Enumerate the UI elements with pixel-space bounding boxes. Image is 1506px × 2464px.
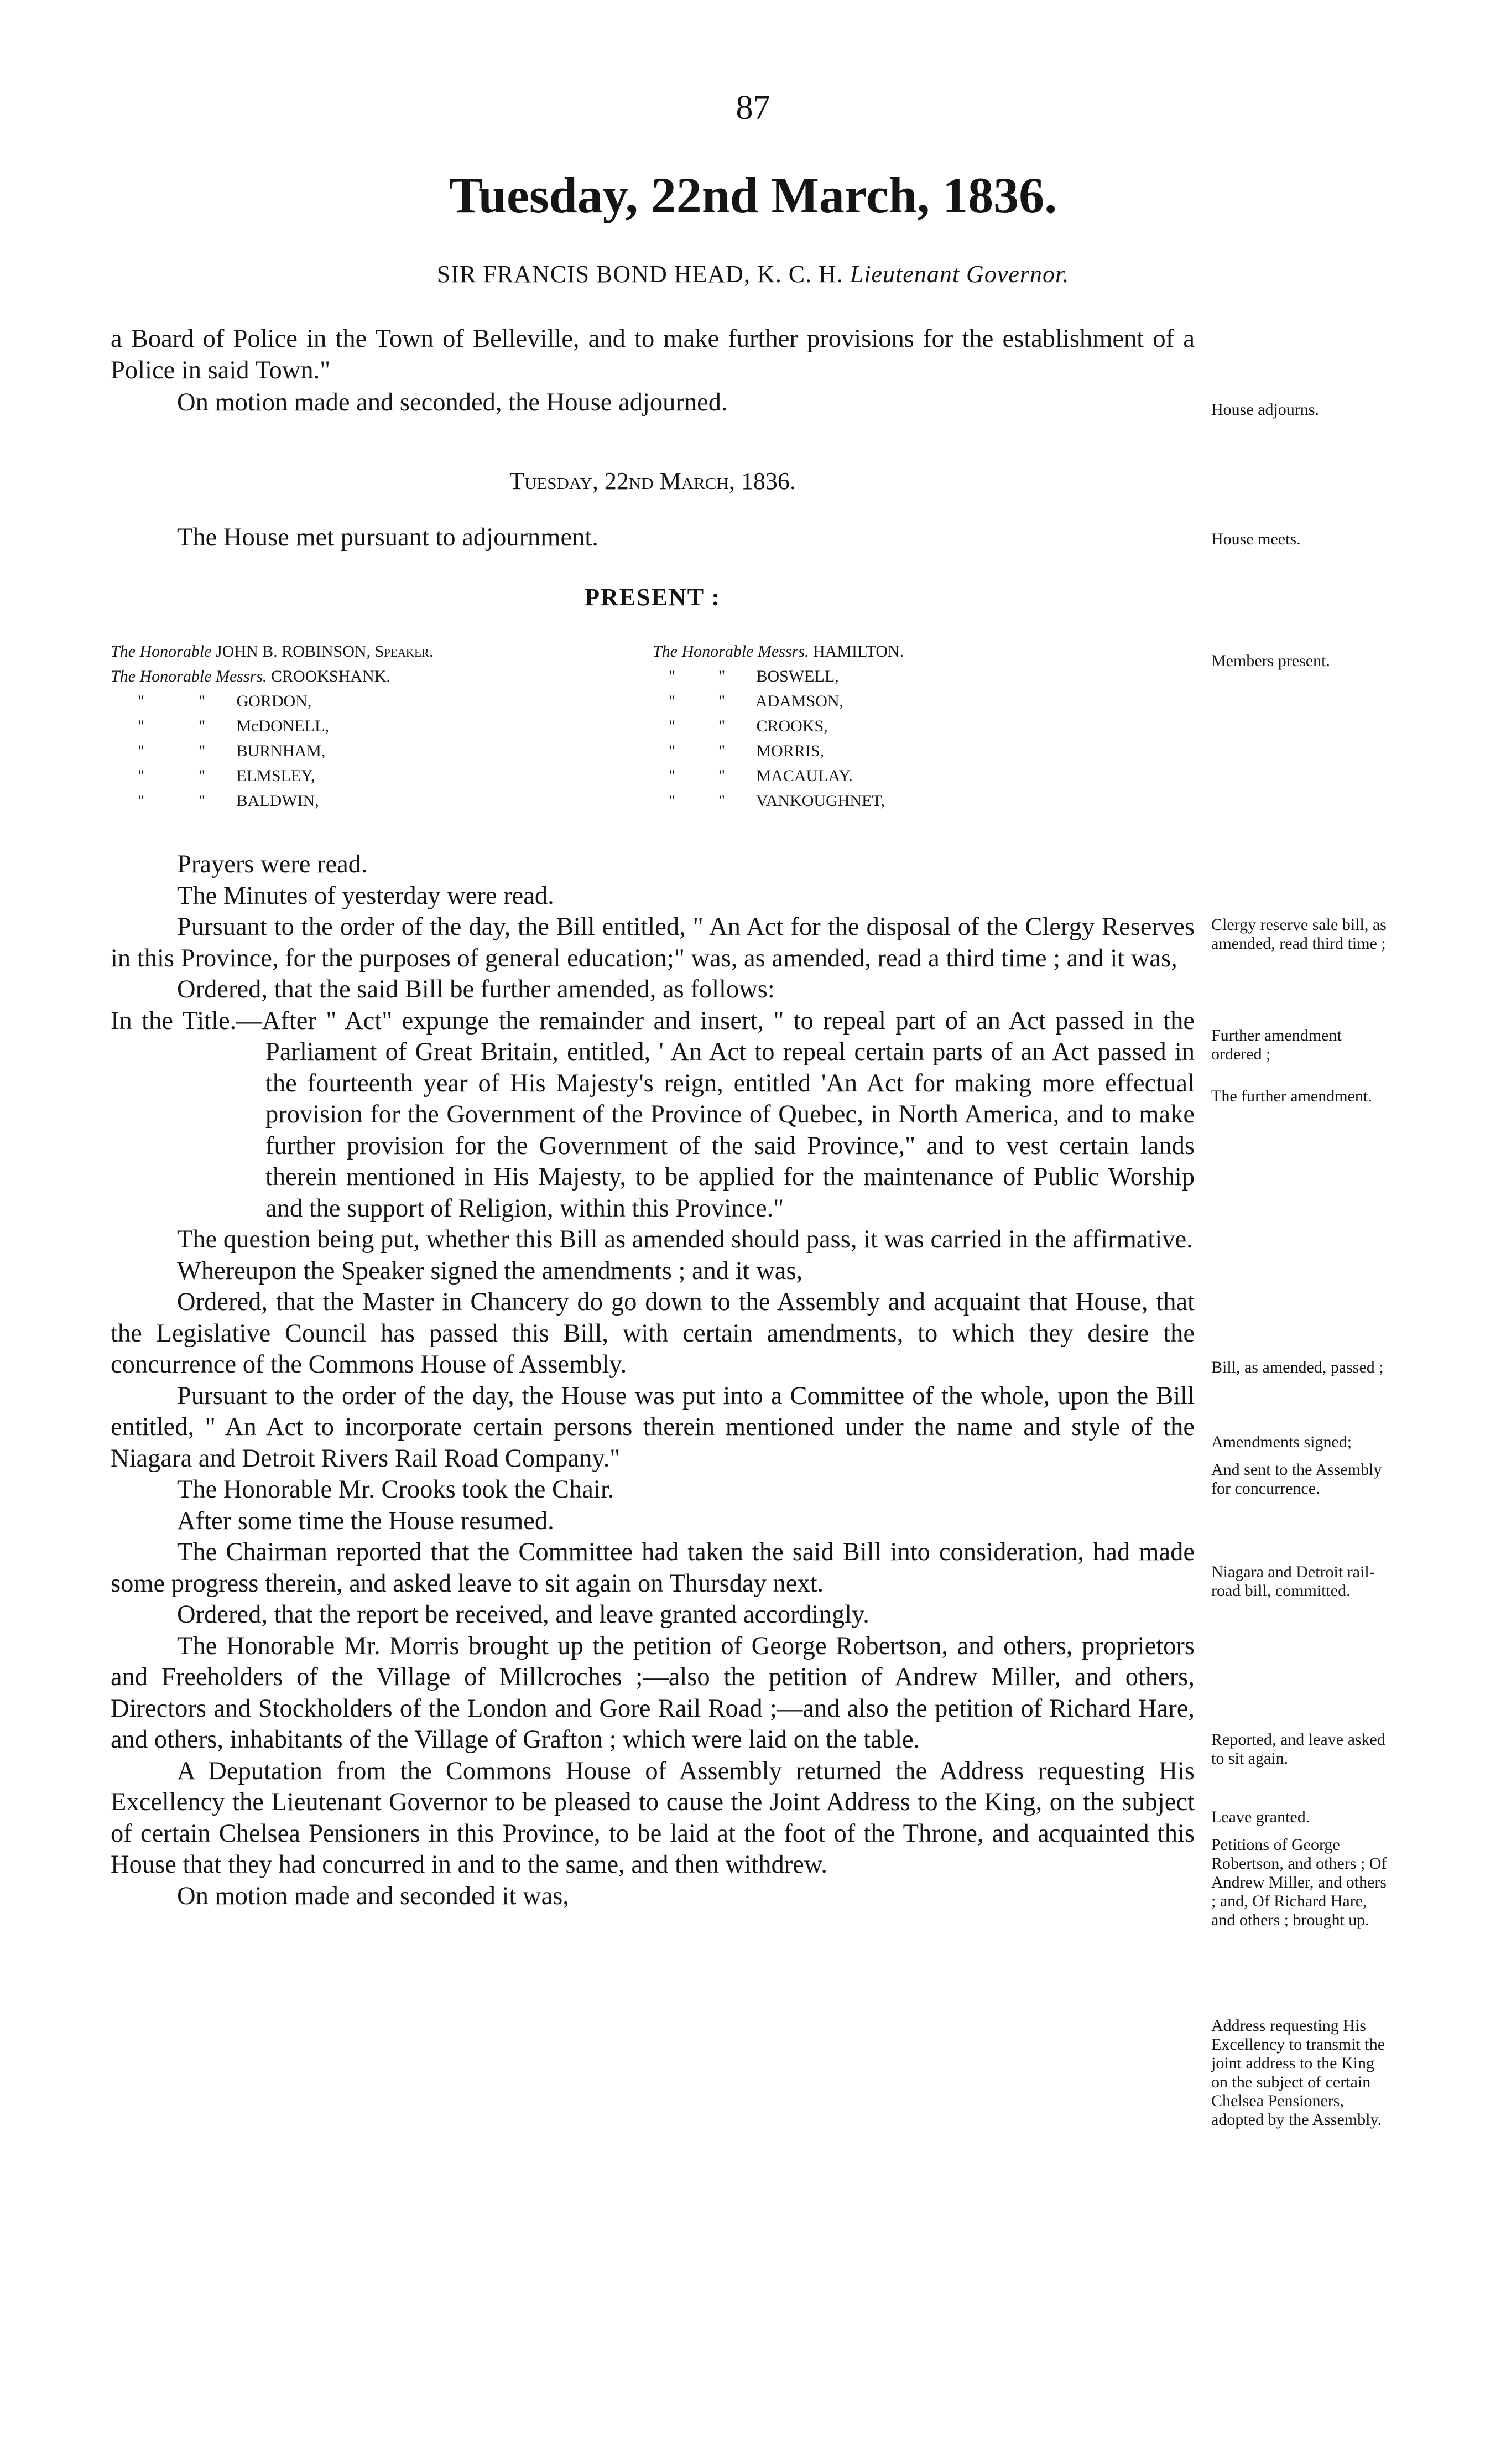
member-name: HAMILTON. [813,642,904,661]
member-name: BOSWELL, [756,667,839,685]
margin-note-the-amendment: The further amendment. [1211,1087,1372,1105]
margin-note-clergy-bill: Clergy reserve sale bill, as amended, read third time ; [1211,916,1387,953]
paragraph-adjourned: On motion made and seconded, the House adjourned. [177,388,728,417]
member-name: McDONELL, [236,717,329,735]
ditto-mark: " [718,792,726,810]
ditto-mark: " [198,742,206,760]
ditto-mark: " [198,717,206,735]
paragraph-on-motion: On motion made and seconded it was, [177,1881,569,1910]
member-row [653,689,904,714]
paragraph-crooks-chair: The Honorable Mr. Crooks took the Chair. [177,1475,614,1504]
margin-note-leave-granted: Leave granted. [1211,1808,1310,1826]
paragraph-petitions: The Honorable Mr. Morris brought up the petition of George Robertson, and others, proprietors and Freeholders of the Village of Millcroches ;—also the petition of Andrew Miller, and others, Directors and Stockholders of the London and Gore Rail Road ;—and also the petition of Richard Hare, and others, inhabitants of the Village of Grafton ; which were laid on the table. [111,1631,1195,1754]
member-name: ELMSLEY, [236,767,315,785]
margin-note-niagara-bill: Niagara and Detroit rail-road bill, committed. [1211,1563,1375,1600]
paragraph-chairman-reported: The Chairman reported that the Committee had taken the said Bill into consideration, had made some progress therein, and asked leave to sit again on Thursday next. [111,1538,1195,1598]
ditto-mark: " [137,767,145,785]
margin-note-reported: Reported, and leave asked to sit again. [1211,1730,1385,1768]
paragraph-house-met: The House met pursuant to adjournment. [177,523,598,552]
member-prefix: The Honorable Messrs. [111,667,267,685]
member-speaker-row [111,639,433,664]
member-row [111,714,433,739]
ditto-mark: " [137,692,145,710]
members-left-column [111,639,433,813]
margin-note-house-adjourns: House adjourns. [1211,401,1319,419]
session-date: Tuesday, 22nd March, 1836. [509,467,796,495]
paragraph-title-amendment: In the Title.—After " Act" expunge the remainder and insert, " to repeal part of an Act passed in the Parliament of Great Britain, entitled, ' An Act to repeal certain parts of an Act passed in the fourteenth year of His Majesty's reign, entitled 'An Act for making more effectual provision for the Government of the Province of Quebec, in North America, and to make further provision for the Government of the said Province," and to vest certain lands therein mentioned in His Majesty, to be applied for the maintenance of Public Worship and the support of Religion, within this Province." [111,1006,1195,1223]
margin-note-further-amendment: Further amendment ordered ; [1211,1026,1342,1063]
ditto-mark: " [668,692,676,710]
member-row [111,739,433,763]
ditto-mark: " [137,792,145,810]
ditto-mark: " [718,667,726,685]
ditto-mark: " [668,767,676,785]
paragraph-clergy-bill: Pursuant to the order of the day, the Bill entitled, " An Act for the disposal of the Clergy Reserves in this Province, for the purposes of general education;" was, as amended, read a third time ; and it was, [111,913,1195,973]
ditto-mark: " [718,692,726,710]
margin-note-house-meets: House meets. [1211,530,1301,548]
member-row [653,739,904,763]
member-row [653,788,904,813]
ditto-mark: " [668,742,676,760]
paragraph-question-put: The question being put, whether this Bill as amended should pass, it was carried in the affirmative. [177,1225,1193,1254]
member-row [653,714,904,739]
member-name: VANKOUGHNET, [755,792,885,810]
member-name: BURNHAM, [236,742,326,760]
paragraph-master-chancery: Ordered, that the Master in Chancery do go down to the Assembly and acquaint that House, that the Legislative Council has passed this Bill, with certain amendments, to which they desire the concurrence of the Commons House of Assembly. [111,1288,1195,1379]
paragraph-speaker-signed: Whereupon the Speaker signed the amendments ; and it was, [177,1256,803,1285]
ditto-mark: " [137,742,145,760]
member-name: CROOKS, [756,717,828,735]
main-text-block [111,849,1195,1912]
page-number: 87 [736,89,770,127]
paragraph-prayers: Prayers were read. [177,850,368,878]
ditto-mark: " [198,692,206,710]
ditto-mark: " [198,792,206,810]
ditto-mark: " [718,742,726,760]
present-heading: PRESENT : [585,584,721,611]
governor-title: Lieutenant Governor. [850,261,1070,288]
member-name: MACAULAY. [756,767,853,785]
members-right-column [653,639,904,813]
ditto-mark: " [668,792,676,810]
date-heading: Tuesday, 22nd March, 1836. [449,167,1057,223]
paragraph-minutes: The Minutes of yesterday were read. [177,881,554,910]
member-row [111,664,433,689]
member-name: GORDON, [236,692,312,710]
member-row [653,664,904,689]
member-prefix: The Honorable [111,642,212,661]
member-prefix: The Honorable Messrs. [653,642,809,661]
margin-note-members-present: Members present. [1211,652,1330,670]
ditto-mark: " [137,717,145,735]
ditto-mark: " [668,717,676,735]
paragraph-committee-whole: Pursuant to the order of the day, the House was put into a Committee of the whole, upon the Bill entitled, " An Act to incorporate certain persons therein mentioned under the name and style of the Niagara and Detroit Rivers Rail Road Company." [111,1381,1195,1473]
ditto-mark: " [718,717,726,735]
member-row [653,639,904,664]
ditto-mark: " [668,667,676,685]
member-name: JOHN B. ROBINSON, [216,642,371,661]
governor-name: SIR FRANCIS BOND HEAD, K. C. H. [436,261,843,288]
governor-line [0,260,1506,288]
paragraph-report-received: Ordered, that the report be received, and leave granted accordingly. [177,1600,869,1629]
margin-note-address: Address requesting His Excellency to transmit the joint address to the King on the subject of certain Chelsea Pensioners, adopted by the Assembly. [1211,2016,1385,2129]
ditto-mark: " [198,767,206,785]
paragraph-house-resumed: After some time the House resumed. [177,1506,554,1535]
margin-note-amendments-signed: Amendments signed; [1211,1433,1352,1451]
ditto-mark: " [718,767,726,785]
member-name: BALDWIN, [236,792,319,810]
margin-note-bill-passed: Bill, as amended, passed ; [1211,1358,1384,1376]
speaker-label: Speaker. [374,642,434,661]
paragraph-board-of-police: a Board of Police in the Town of Belleville, and to make further provisions for the establishment of a Police in said Town." [111,325,1195,384]
margin-note-sent-to-assembly: And sent to the Assembly for concurrence. [1211,1460,1382,1498]
paragraph-deputation: A Deputation from the Commons House of Assembly returned the Address requesting His Excellency the Lieutenant Governor to be pleased to cause the Joint Address to the King, on the subject of certain Chelsea Pensioners in this Province, to be laid at the foot of the Throne, and acquainted this House that they had concurred in and to the same, and then withdrew. [111,1756,1195,1879]
members-list [111,639,1062,827]
member-name: CROOKSHANK. [271,667,390,685]
member-row [653,763,904,788]
margin-note-petitions: Petitions of George Robertson, and others ; Of Andrew Miller, and others ; and, Of Richard Hare, and others ; brought up. [1211,1836,1387,1929]
paragraph-ordered-amended: Ordered, that the said Bill be further amended, as follows: [177,975,775,1004]
member-row [111,689,433,714]
member-name: MORRIS, [756,742,825,760]
member-row [111,788,433,813]
member-row [111,763,433,788]
member-name: ADAMSON, [755,692,844,710]
